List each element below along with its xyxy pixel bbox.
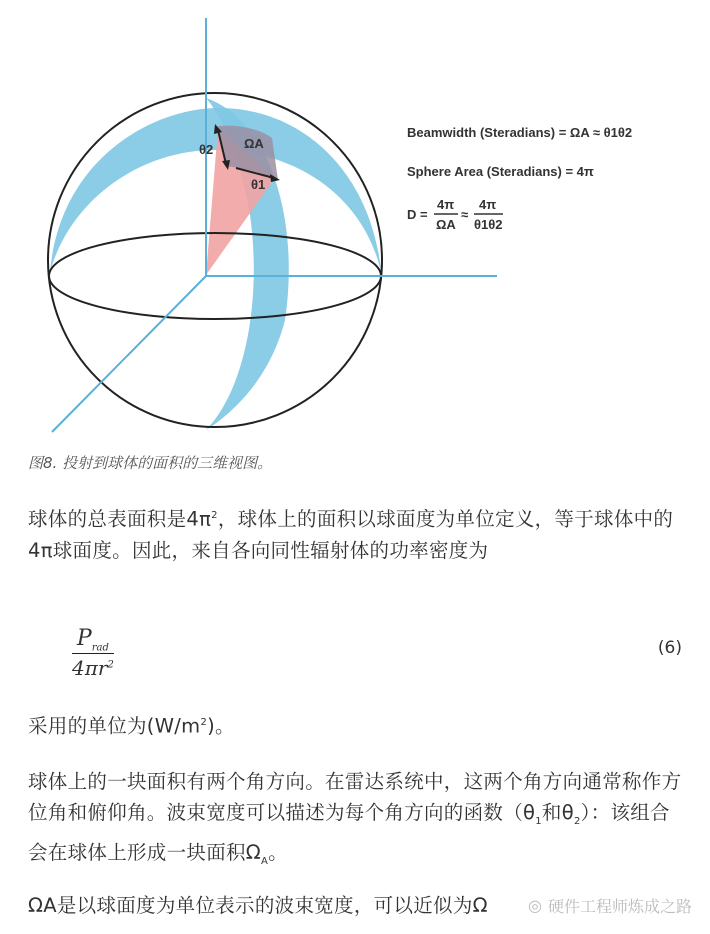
directivity-d: D =	[407, 207, 428, 222]
theta1-label: θ1	[251, 177, 266, 192]
formula-numerator: $P_{rad}$	[76, 626, 109, 654]
theta2-label: θ2	[199, 142, 214, 157]
paragraph-angle-directions: 球体上的一块面积有两个角方向。在雷达系统中，这两个角方向通常称作方位角和俯仰角。波束宽度可以描述为每个角方向的函数（$\theta_1$和$\theta_2$）：该组合会在球体上形成一块面积$\Omega_A$。	[28, 770, 682, 867]
directivity-approx: ≈	[461, 207, 469, 222]
paragraph-beamwidth: ΩA是以球面度为单位表示的波束宽度，可以近似为Ω	[28, 894, 488, 917]
figure-caption: 图8. 投射到球体的面积的三维视图。	[28, 454, 273, 472]
equation-number: (6)	[657, 638, 682, 658]
omega-label: ΩA	[244, 136, 264, 151]
paragraph-sphere-area: 球体的总表面积是$4\pi^2$，球体上的面积以球面度为单位定义，等于球体中的4π球面度。因此，来自各向同性辐射体的功率密度为	[28, 507, 674, 562]
directivity-den2: θ1θ2	[474, 217, 503, 232]
directivity-num1: 4π	[437, 197, 455, 212]
directivity-den1: ΩA	[436, 217, 456, 232]
power-density-formula	[72, 626, 114, 680]
paragraph-units: 采用的单位为$(W/m^2)$。	[28, 714, 235, 738]
formula-denominator: $4\pi r^2$	[72, 656, 114, 681]
sphere-area-equation: Sphere Area (Steradians) = 4π	[407, 164, 594, 179]
directivity-num2: 4π	[479, 197, 497, 212]
watermark: ◎ 硬件工程师炼成之路	[528, 896, 692, 916]
beamwidth-equation: Beamwidth (Steradians) = ΩA ≈ θ1θ2	[407, 125, 633, 140]
sphere-diagram	[0, 0, 710, 440]
wechat-icon: ◎	[528, 896, 542, 915]
